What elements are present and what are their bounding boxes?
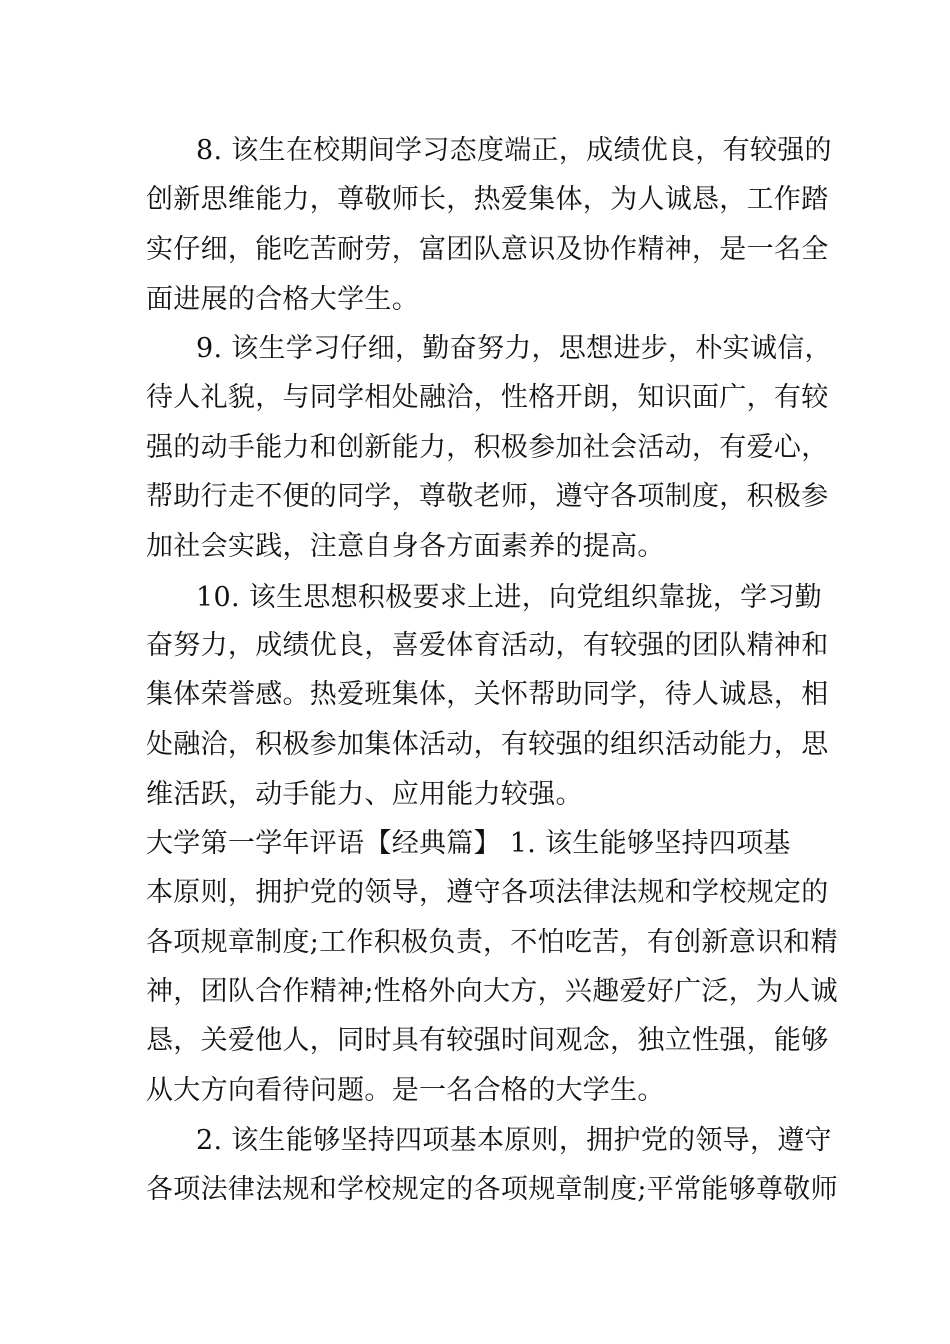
text-line: 恳，关爱他人，同时具有较强时间观念，独立性强，能够 xyxy=(146,1025,829,1056)
text-line: 2. 该生能够坚持四项基本原则，拥护党的领导，遵守 xyxy=(196,1125,832,1156)
text-line: 实仔细，能吃苦耐劳，富团队意识及协作精神，是一名全 xyxy=(146,234,829,265)
section-heading-line: 大学第一学年评语【经典篇】 1. 该生能够坚持四项基 xyxy=(146,828,791,859)
text-line: 10. 该生思想积极要求上进，向党组织靠拢，学习勤 xyxy=(196,582,823,613)
text-line: 强的动手能力和创新能力，积极参加社会活动，有爱心， xyxy=(146,432,829,463)
text-line: 从大方向看待问题。是一名合格的大学生。 xyxy=(146,1075,665,1106)
text-line: 处融洽，积极参加集体活动，有较强的组织活动能力，思 xyxy=(146,729,829,760)
text-line: 本原则，拥护党的领导，遵守各项法律法规和学校规定的 xyxy=(146,877,829,908)
text-line: 待人礼貌，与同学相处融洽，性格开朗，知识面广，有较 xyxy=(146,382,829,413)
text-line: 维活跃，动手能力、应用能力较强。 xyxy=(146,779,583,810)
text-line: 奋努力，成绩优良，喜爱体育活动，有较强的团队精神和 xyxy=(146,630,829,661)
text-line: 帮助行走不便的同学，尊敬老师，遵守各项制度，积极参 xyxy=(146,481,829,512)
text-line: 9. 该生学习仔细，勤奋努力，思想进步，朴实诚信， xyxy=(196,333,832,364)
text-line: 创新思维能力，尊敬师长，热爱集体，为人诚恳，工作踏 xyxy=(146,184,829,215)
text-line: 神，团队合作精神;性格外向大方，兴趣爱好广泛，为人诚 xyxy=(146,976,838,1007)
text-line: 面进展的合格大学生。 xyxy=(146,284,419,315)
text-line: 集体荣誉感。热爱班集体，关怀帮助同学，待人诚恳，相 xyxy=(146,679,829,710)
text-line: 各项规章制度;工作积极负责，不怕吃苦，有创新意识和精 xyxy=(146,927,838,958)
text-line: 各项法律法规和学校规定的各项规章制度;平常能够尊敬师 xyxy=(146,1174,838,1205)
text-line: 8. 该生在校期间学习态度端正，成绩优良，有较强的 xyxy=(196,135,832,166)
text-line: 加社会实践，注意自身各方面素养的提高。 xyxy=(146,531,665,562)
